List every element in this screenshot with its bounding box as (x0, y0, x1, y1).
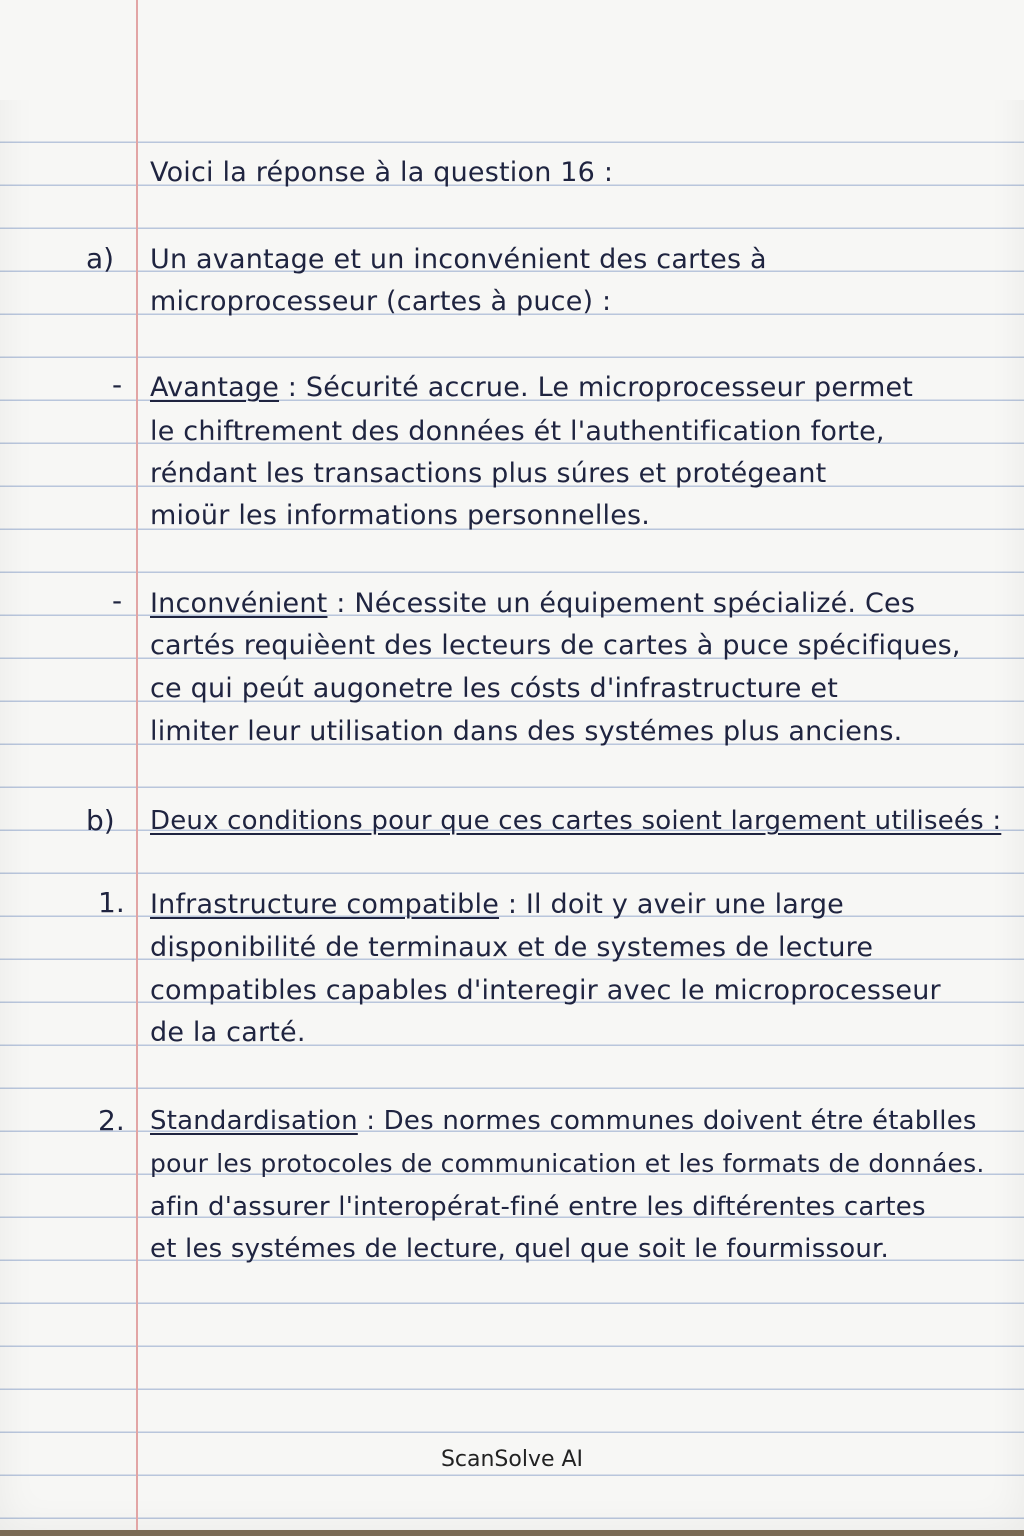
part-a-heading-line1: Un avantage et un inconvénient des cartes à (150, 244, 767, 275)
advantage-line4: mioür les informations personnelles. (150, 500, 651, 531)
condition-1-number: 1. (98, 886, 125, 919)
advantage-line2: le chiftrement des données ét l'authentification forte, (150, 416, 885, 447)
condition-2-line3: afin d'assurer l'interopérat-finé entre les diftérentes cartes (150, 1192, 926, 1222)
advantage-line1 (150, 372, 913, 403)
condition-1-line4: de la carté. (150, 1017, 306, 1048)
condition-2-label: Standardisation (150, 1106, 358, 1136)
part-a-marker: a) (86, 242, 115, 275)
condition-2-line1 (150, 1106, 977, 1136)
advantage-label: Avantage (150, 372, 280, 403)
advantage-line3: réndant les transactions plus súres et protégeant (150, 458, 827, 489)
condition-1-line1 (150, 889, 844, 920)
disadvantage-line1 (150, 588, 915, 619)
disadvantage-bullet: - (112, 584, 123, 617)
condition-2-number: 2. (98, 1104, 125, 1137)
condition-1-label: Infrastructure compatible (150, 889, 500, 920)
margin-line (136, 0, 138, 1530)
condition-1-line2: disponibilité de terminaux et de systemes de lecture (150, 932, 874, 963)
part-b-marker: b) (86, 804, 115, 837)
advantage-line1-text: : Sécurité accrue. Le microprocesseur permet (279, 372, 914, 403)
condition-2-line1-text: : Des normes communes doivent étre étabIles (357, 1106, 977, 1136)
disadvantage-line2: cartés requièent des lecteurs de cartes à puce spécifiques, (150, 630, 961, 661)
intro-line: Voici la réponse à la question 16 : (150, 157, 614, 188)
advantage-bullet: - (112, 368, 123, 401)
condition-2-line4: et les systémes de lecture, quel que soit le fourmissour. (150, 1234, 889, 1264)
condition-1-line3: compatibles capables d'interegir avec le microprocesseur (150, 975, 941, 1006)
part-b-heading: Deux conditions pour que ces cartes soient largement utiliseés : (150, 806, 1002, 836)
condition-1-line1-text: : Il doit y aveir une large (499, 889, 844, 920)
disadvantage-line4: limiter leur utilisation dans des systémes plus anciens. (150, 716, 903, 747)
disadvantage-label: Inconvénient (150, 588, 328, 619)
footer-brand: ScanSolve AI (440, 1447, 584, 1472)
part-a-heading-line2: microprocesseur (cartes à puce) : (150, 286, 612, 317)
paper-top-margin (0, 0, 1024, 100)
condition-2-line2: pour les protocoles de communication et les formats de donnáes. (150, 1149, 985, 1178)
disadvantage-line1-text: : Nécessite un équipement spécializé. Ces (327, 588, 916, 619)
disadvantage-line3: ce qui peút augonetre les cósts d'infrastructure et (150, 673, 838, 704)
